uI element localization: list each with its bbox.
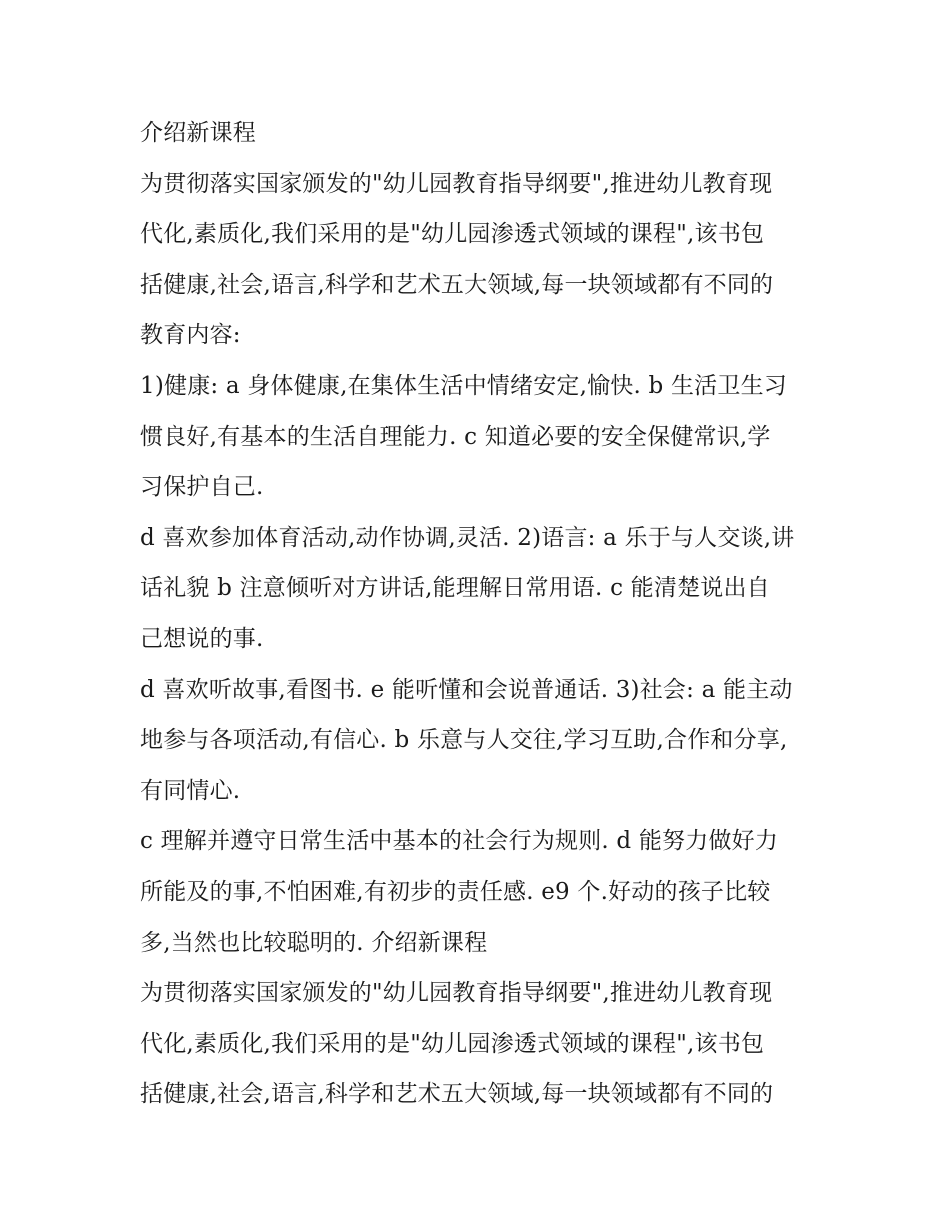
text-line: 有同情心.	[140, 777, 241, 804]
text-line: 代化,素质化,我们采用的是"幼儿园渗透式领域的课程",该书包	[140, 1030, 765, 1057]
text-line: d 喜欢参加体育活动,动作协调,灵活. 2)语言: a 乐于与人交谈,讲	[140, 524, 795, 551]
text-line: d 喜欢听故事,看图书. e 能听懂和会说普通话. 3)社会: a 能主动	[140, 676, 793, 703]
text-line: 为贯彻落实国家颁发的"幼儿园教育指导纲要",推进幼儿教育现	[140, 980, 773, 1007]
text-line: 话礼貌 b 注意倾听对方讲话,能理解日常用语. c 能清楚说出自	[140, 575, 770, 602]
text-line: 1)健康: a 身体健康,在集体生活中情绪安定,愉快. b 生活卫生习	[140, 372, 787, 399]
document-body	[140, 108, 820, 1120]
text-line: 地参与各项活动,有信心. b 乐意与人交往,学习互助,合作和分享,	[140, 727, 788, 754]
text-line: 括健康,社会,语言,科学和艺术五大领域,每一块领域都有不同的	[140, 271, 774, 298]
text-line: 己想说的事.	[140, 625, 264, 652]
text-line: 介绍新课程	[140, 120, 256, 146]
text-line: 习保护自己.	[140, 474, 264, 501]
text-line: 惯良好,有基本的生活自理能力. c 知道必要的安全保健常识,学	[140, 423, 771, 450]
text-line: 教育内容:	[140, 322, 241, 349]
text-line: 括健康,社会,语言,科学和艺术五大领域,每一块领域都有不同的	[140, 1081, 774, 1108]
text-line: 所能及的事,不怕困难,有初步的责任感. e9 个.好动的孩子比较	[140, 878, 771, 905]
text-line: c 理解并遵守日常生活中基本的社会行为规则. d 能努力做好力	[140, 828, 779, 855]
text-line: 多,当然也比较聪明的. 介绍新课程	[140, 929, 488, 956]
text-line: 代化,素质化,我们采用的是"幼儿园渗透式领域的课程",该书包	[140, 221, 765, 248]
text-line: 为贯彻落实国家颁发的"幼儿园教育指导纲要",推进幼儿教育现	[140, 170, 773, 197]
